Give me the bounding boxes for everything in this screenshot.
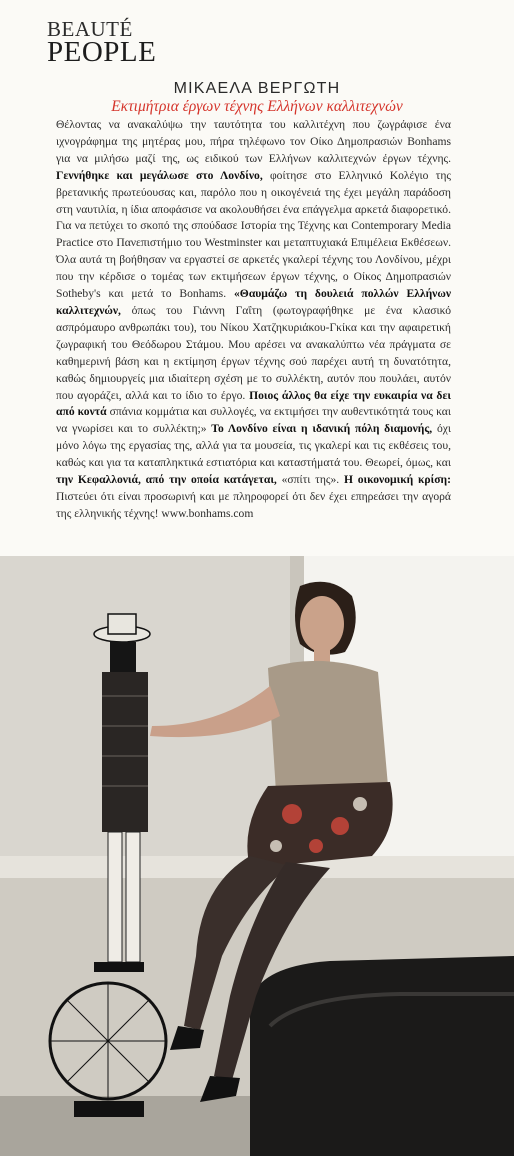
blouse xyxy=(268,661,388,792)
article-text: όχι μόνο λόγω της εργασίας της, αλλά για τα μουσεία, τις γκαλερί και τις εκθέσεις του, καθώς και για τα καταπληκτικά εστιατόρια και καταστήματά του. Θεωρεί, όμως, και xyxy=(56,422,451,470)
section-header xyxy=(47,17,157,69)
article-text: «σπίτι της». xyxy=(281,473,340,487)
article-highlight: Ποιος άλλος θα είχε την ευκαιρία να δει από κοντά xyxy=(56,388,451,419)
section-label-people: PEOPLE xyxy=(47,36,157,69)
article-text: σπάνια κομμάτια και συλλογές, να εκτιμήσει την αυθεντικότητά τους και να γνωρίσει και το συλλέκτη;» xyxy=(56,405,451,436)
portrait-illustration xyxy=(0,556,514,1156)
article-highlight: Η οικονομική κρίση: xyxy=(343,473,451,487)
patterned-skirt xyxy=(247,782,392,868)
article-highlight: Γεννήθηκε και μεγάλωσε στο Λονδίνο, xyxy=(56,168,263,182)
person-role: Εκτιμήτρια έργων τέχνης Ελλήνων καλλιτεχνών xyxy=(111,98,403,115)
article-highlight: Το Λονδίνο είναι η ιδανική πόλη διαμονής, xyxy=(211,422,433,436)
article-body xyxy=(56,117,451,523)
article-text: Πιστεύει ότι είναι προσωρινή και με πληροφορεί ότι δεν έχει επηρεάσει την αγορά της ελληνικής τέχνης! www.bonhams.com xyxy=(56,489,451,520)
person-name: ΜΙΚΑΕΛΑ ΒΕΡΓΩΤΗ xyxy=(173,80,341,97)
section-label-beaute: BEAUTÉ xyxy=(47,17,133,41)
portrait-photo xyxy=(0,556,514,1156)
leather-sofa xyxy=(250,956,514,1156)
article-text: φοίτησε στο Ελληνικό Κολέγιο της βρετανικής πρωτεύουσας και, παρόλο που η οικογένειά της έχει μεγάλη παράδοση στη ναυτιλία, η ίδια αποφάσισε να ακολουθήσει ένα επάγγελμα αρκετά διαφορετικό. Για να πετύχει το σκοπό της σπούδασε Ιστορία της Τέχνης και Contemporary Media Practice στο Πανεπιστήμιο του Westminster και μεταπτυχιακά Επιμέλεια Εκθέσεων. Όλα αυτά τη βοήθησαν να εργαστεί σε αρκετές γκαλερί τέχνης του Λονδίνου, μέχρι που την κέρδισε ο τομέας των εκτιμήσεων έργων τέχνης, ο Οίκος Δημοπρασιών Sotheby's και μετά το Bonhams. xyxy=(56,168,451,301)
article-highlight: «Θαυμάζω τη δουλειά πολλών Ελλήνων καλλιτεχνών, xyxy=(56,287,452,317)
article-text: όπως του Γιάννη Γαΐτη (φωτογραφήθηκε με ένα κλασικό ασπρόμαυρο ανθρωπάκι του), του Νίκου Χατζηκυριάκου-Γκίκα και την αφαιρετική ζωγραφική του Θεόδωρου Στάμου. Μου αρέσει να ανακαλύπτω νέα πράγματα σε καθημερινή βάση και η εκτίμηση έργων τέχνης σού παρέχει αυτή τη δυνατότητα, καθώς δημιουργείς μια ιδιαίτερη σχέση με το συλλέκτη, αυτόν που πουλάει, αυτόν που αγοράζει, αλλά και το ίδιο το έργο. xyxy=(56,303,451,402)
article-text: Θέλοντας να ανακαλύψω την ταυτότητα του καλλιτέχνη που ζωγράφισε ένα ιχνογράφημα της μητέρας μου, πήρα τηλέφωνο τον Οίκο Δημοπρασιών Bonhams για να μιλήσω μαζί της, ως ειδικού των Ελλήνων καλλιτεχνών έργων τέχνης. xyxy=(56,118,451,165)
article-highlight: την Κεφαλλονιά, από την οποία κατάγεται, xyxy=(56,473,277,487)
